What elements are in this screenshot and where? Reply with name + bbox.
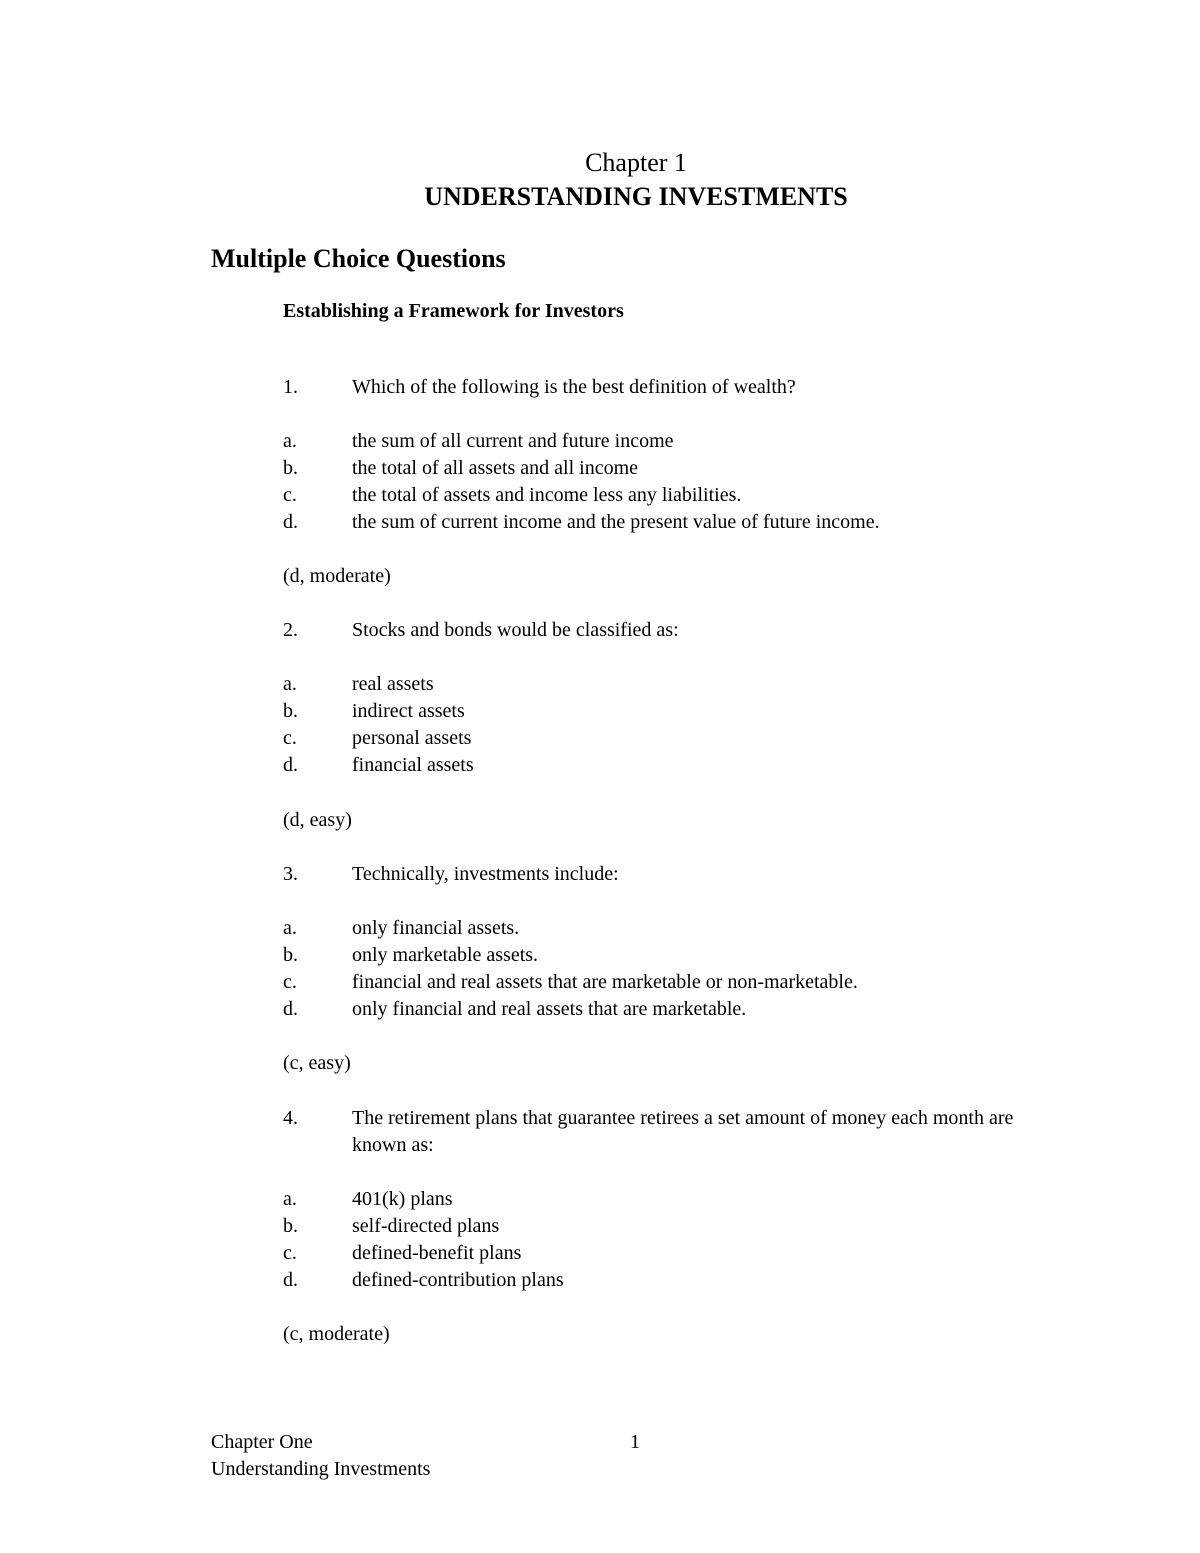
- question-number: 2.: [283, 619, 298, 641]
- question-number: 1.: [283, 376, 298, 398]
- question-number: 4.: [283, 1107, 298, 1129]
- footer-title: Understanding Investments: [211, 1458, 431, 1480]
- question-text: Technically, investments include:: [352, 863, 619, 885]
- option-text: real assets: [352, 673, 434, 695]
- option-text: the sum of current income and the present value of future income.: [352, 511, 880, 533]
- answer-key: (d, easy): [283, 809, 352, 831]
- question-text: Which of the following is the best definition of wealth?: [352, 376, 796, 398]
- option-label: a.: [283, 673, 297, 695]
- option-text: the total of all assets and all income: [352, 457, 639, 479]
- question-text: Stocks and bonds would be classified as:: [352, 619, 679, 641]
- option-text: financial and real assets that are marketable or non-marketable.: [352, 971, 858, 993]
- answer-key: (c, moderate): [283, 1323, 390, 1345]
- option-label: a.: [283, 1188, 297, 1210]
- option-label: d.: [283, 754, 298, 776]
- option-label: c.: [283, 1242, 297, 1264]
- option-text: personal assets: [352, 727, 472, 749]
- option-label: b.: [283, 944, 298, 966]
- footer-chapter: Chapter One: [211, 1431, 313, 1453]
- answer-key: (d, moderate): [283, 565, 391, 587]
- question-number: 3.: [283, 863, 298, 885]
- option-label: a.: [283, 917, 297, 939]
- option-label: b.: [283, 700, 298, 722]
- option-label: a.: [283, 430, 297, 452]
- option-text: defined-benefit plans: [352, 1242, 522, 1264]
- option-text: financial assets: [352, 754, 474, 776]
- option-label: b.: [283, 457, 298, 479]
- option-label: c.: [283, 727, 297, 749]
- question-text: The retirement plans that guarantee retirees a set amount of money each month are known as:: [352, 1107, 1014, 1156]
- option-text: only financial and real assets that are marketable.: [352, 998, 747, 1020]
- section-heading: Multiple Choice Questions: [211, 244, 506, 273]
- option-label: d.: [283, 1269, 298, 1291]
- option-label: d.: [283, 998, 298, 1020]
- option-label: d.: [283, 511, 298, 533]
- option-text: only marketable assets.: [352, 944, 539, 966]
- chapter-title: UNDERSTANDING INVESTMENTS: [424, 182, 848, 211]
- option-label: c.: [283, 971, 297, 993]
- subsection-heading: Establishing a Framework for Investors: [283, 300, 624, 322]
- answer-key: (c, easy): [283, 1052, 351, 1074]
- option-text: indirect assets: [352, 700, 465, 722]
- option-text: the total of assets and income less any liabilities.: [352, 484, 742, 506]
- option-text: self-directed plans: [352, 1215, 500, 1237]
- option-label: b.: [283, 1215, 298, 1237]
- chapter-number: Chapter 1: [585, 148, 687, 177]
- option-label: c.: [283, 484, 297, 506]
- page-number: 1: [630, 1431, 640, 1453]
- option-text: only financial assets.: [352, 917, 520, 939]
- option-text: defined-contribution plans: [352, 1269, 564, 1291]
- option-text: the sum of all current and future income: [352, 430, 674, 452]
- option-text: 401(k) plans: [352, 1188, 453, 1210]
